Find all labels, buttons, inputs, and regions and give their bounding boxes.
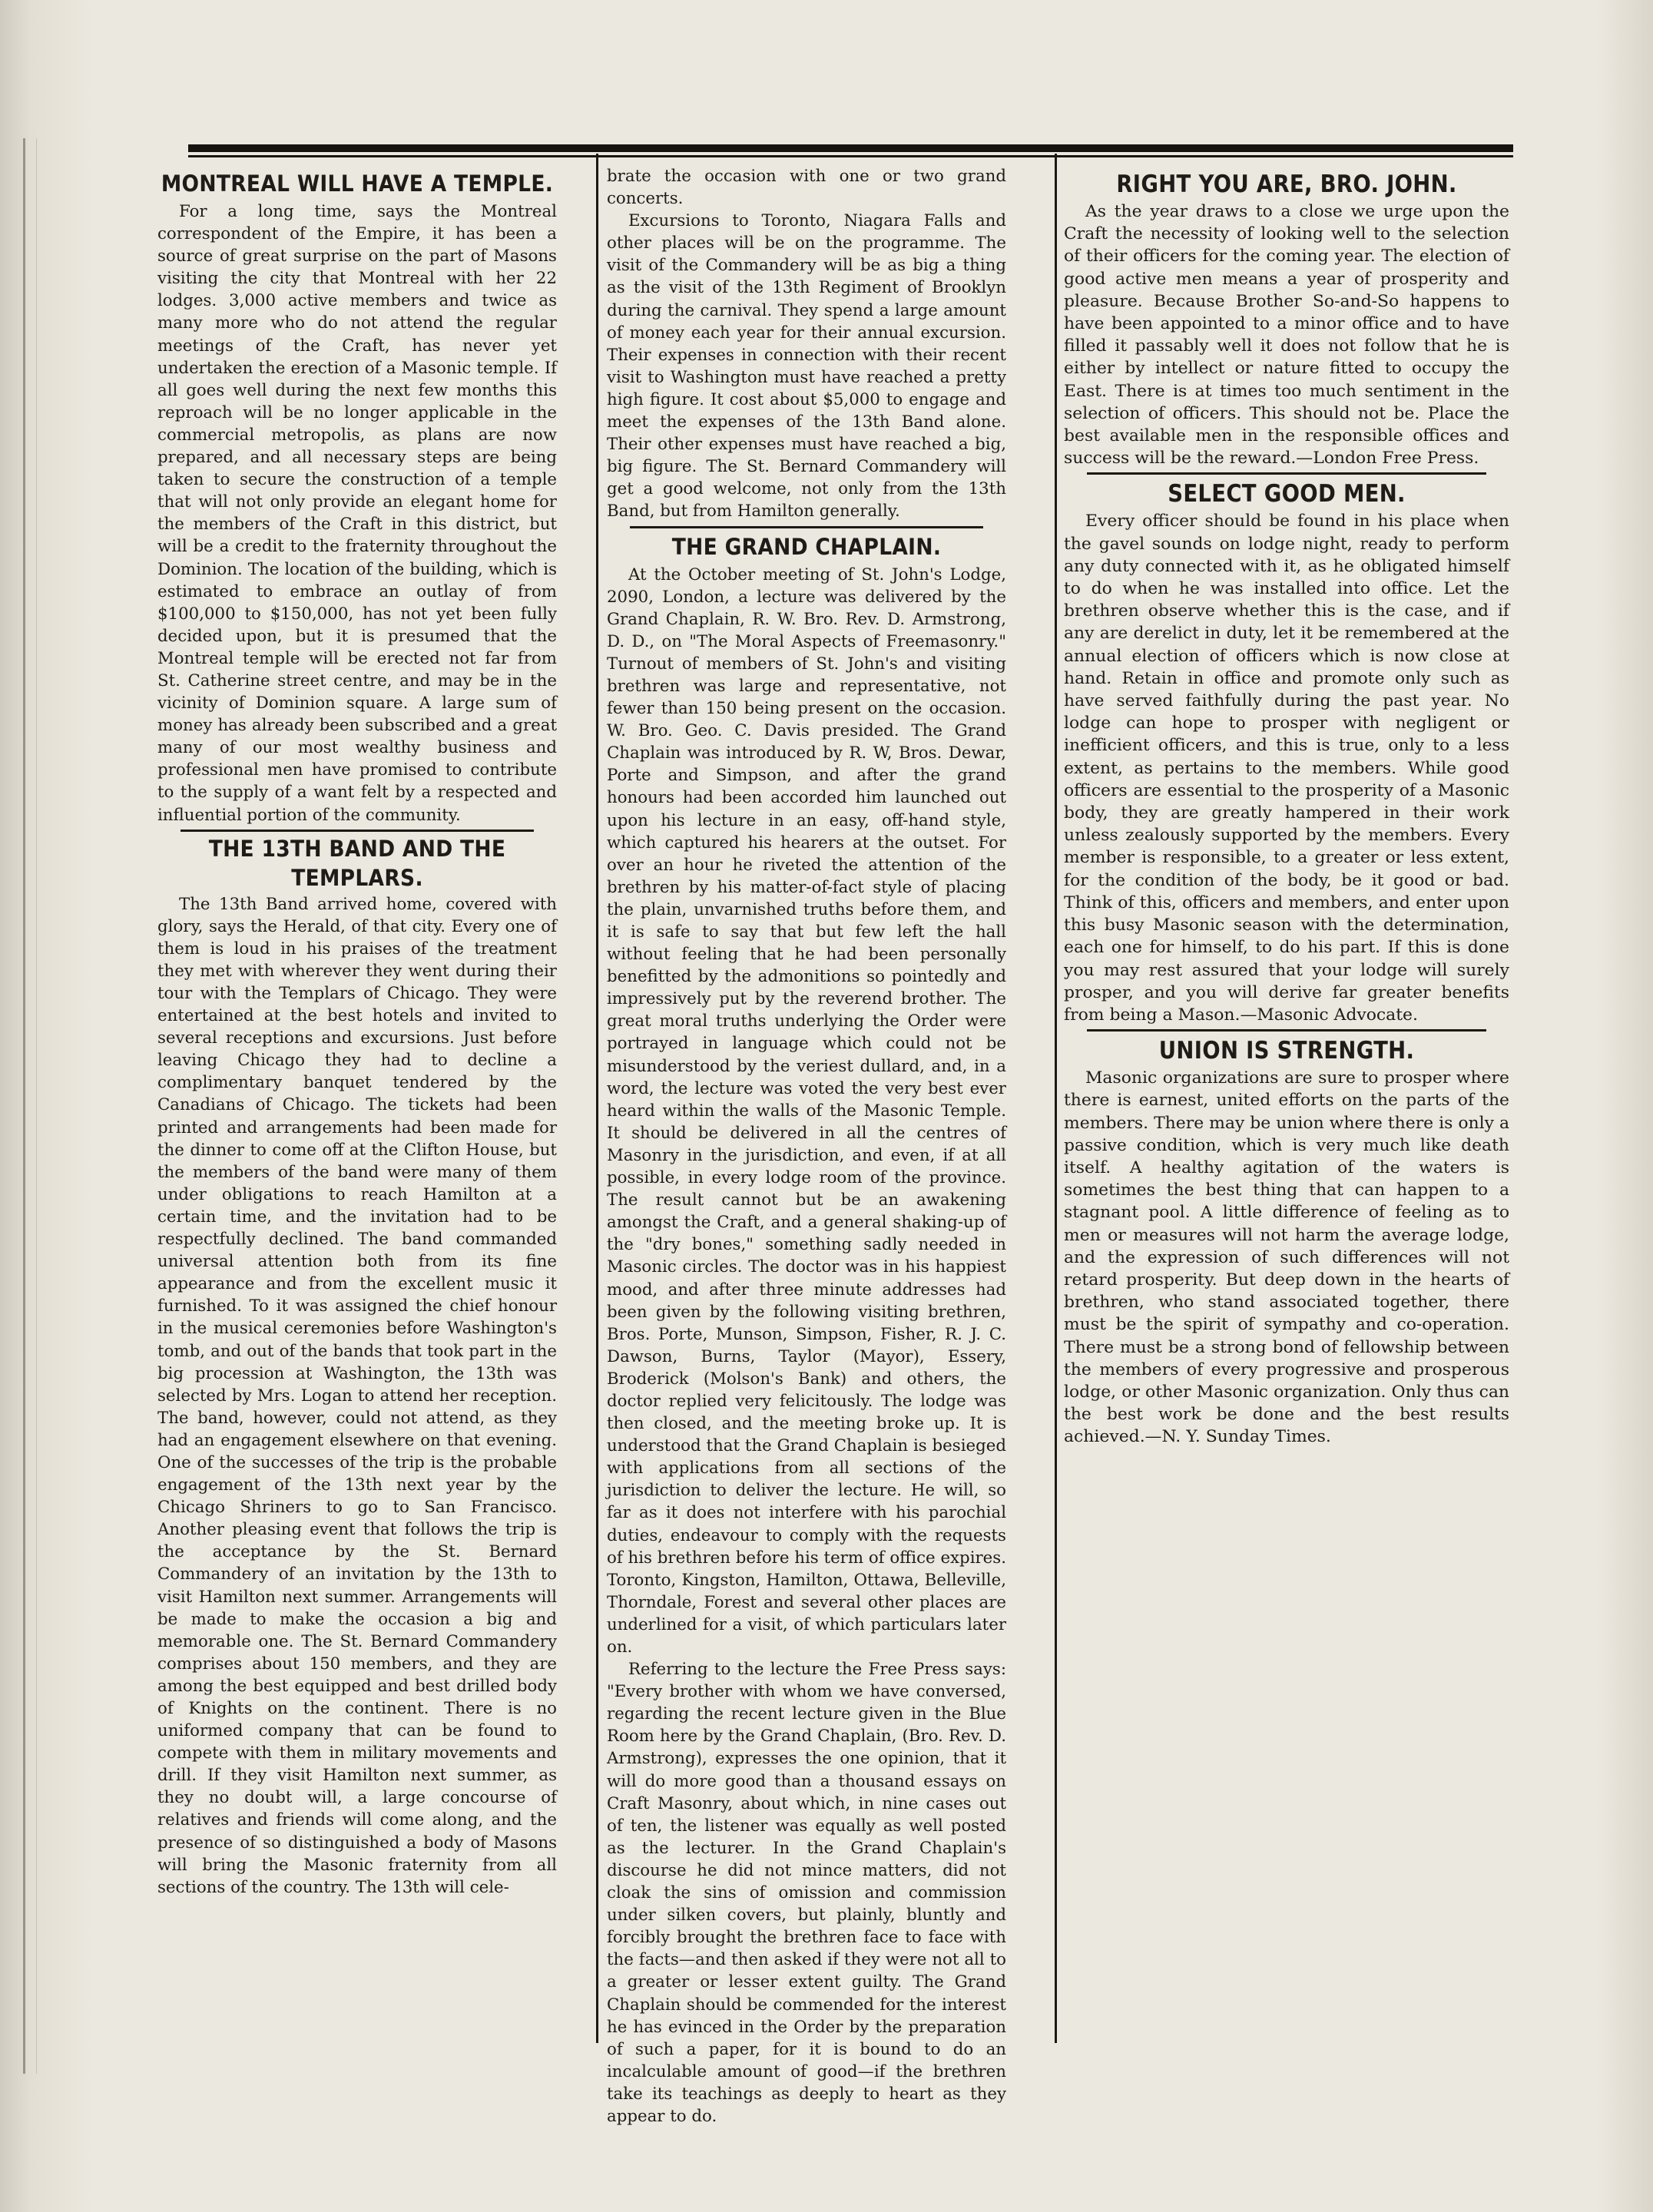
article-paragraph-continued: brate the occasion with one or two grand concerts. [607, 167, 1006, 209]
column-3 [1064, 165, 1509, 2039]
column-2 [607, 165, 1006, 2126]
header-rule-thin [188, 155, 1513, 157]
article-title: THE 13TH BAND AND THE TEMPLARS. [208, 835, 506, 892]
article-divider [630, 526, 983, 528]
article-divider [1087, 472, 1486, 475]
article-title: SELECT GOOD MEN. [1168, 480, 1406, 508]
header-rule [188, 144, 1513, 152]
column-rule [1055, 154, 1057, 2043]
article-title: RIGHT YOU ARE, BRO. JOHN. [1116, 171, 1457, 198]
article-union-is-strength [1064, 1038, 1509, 1448]
article-paragraph: The 13th Band arrived home, covered with glory, says the Herald, of that city. Every one of them is loud in his praises of the treatment they met with wherever they went during their tour with the Templars of Chicago. They were entertained at the best hotels and invited to several receptions and excursions. Just before leaving Chicago they had to decline a complimentary banquet tendered by the Canadians of Chicago. The tickets had been printed and arrangements had been made for the dinner to come off at the Clifton House, but the members of the band were many of them under obligations to reach Hamilton at a certain time, and the invitation had to be respectfully declined. The band commanded universal attention both from its fine appearance and from the excellent music it furnished. To it was assigned the chief honour in the musical ceremonies before Washington's tomb, and out of the bands that took part in the big procession at Washington, the 13th was selected by Mrs. Logan to attend her reception. The band, however, could not attend, as they had an engagement elsewhere on that evening. One of the successes of the trip is the probable engagement of the 13th next year by the Chicago Shriners to go to San Francisco. Another pleasing event that follows the trip is the acceptance by the St. Bernard Commandery of an invitation by the 13th to visit Hamilton next summer. Arrangements will be made to make the occasion a big and memorable one. The St. Bernard Commandery comprises about 150 members, and they are among the best equipped and best drilled body of Knights on the continent. There is no uniformed company that can be found to compete with them in military movements and drill. If they visit Hamilton next summer, as they no doubt will, a large concourse of relatives and friends will come along, and the presence of so distinguished a body of Masons will bring the Masonic fraternity from all sections of the country. The 13th will cele- [157, 894, 557, 1897]
article-paragraph: Excursions to Toronto, Niagara Falls and other places will be on the programme. The visit of the Commandery will be as big a thing as the visit of the 13th Regiment of Brooklyn during the carnival. They spend a large amount of money each year for their annual excursion. Their expenses in connection with their recent visit to Washington must have reached a pretty high figure. It cost about $5,000 to engage and meet the expenses of the 13th Band alone. Their other expenses must have reached a big, big figure. The St. Bernard Commandery will get a good welcome, not only from the 13th Band, but from Hamilton generally. [607, 211, 1006, 522]
article-divider [181, 830, 534, 832]
article-montreal-temple [157, 171, 557, 826]
article-paragraph: For a long time, says the Montreal correspondent of the Empire, it has been a source of great surprise on the part of Masons visiting the city that Montreal with her 22 lodges. 3,000 active members and twice as many more who do not attend the regular meetings of the Craft, has never yet undertaken the erection of a Masonic temple. If all goes well during the next few months this reproach will be no longer applicable in the commercial metropolis, as plans are now prepared, and all necessary steps are being taken to secure the construction of a temple that will not only provide an elegant home for the members of the Craft in this district, but will be a credit to the fraternity throughout the Dominion. The location of the building, which is estimated to embrace an outlay of from $100,000 to $150,000, has not yet been fully decided upon, but it is presumed that the Montreal temple will be erected not far from St. Catherine street centre, and may be in the vicinity of Dominion square. A large sum of money has already been subscribed and a great many of our most wealthy business and professional men have promised to contribute to the supply of a want felt by a respected and influential portion of the community. [157, 202, 557, 825]
article-paragraph: Masonic organizations are sure to prosper where there is earnest, united efforts on the parts of the members. There may be union where there is only a passive condition, which is very much like death itself. A healthy agitation of the waters is sometimes the best thing that can happen to a stagnant pool. A little difference of feeling as to men or measures will not harm the average lodge, and the expression of such differences will not retard prosperity. But deep down in the hearts of brethren, who stand associated together, there must be the spirit of sympathy and co-operation. There must be a strong bond of fellowship between the members of every progressive and prosperous lodge, or other Masonic organization. Only thus can the best work be done and the best results achieved.—N. Y. Sunday Times. [1064, 1068, 1509, 1447]
article-title: UNION IS STRENGTH. [1158, 1037, 1415, 1065]
article-grand-chaplain [607, 535, 1006, 2128]
article-select-good-men [1064, 481, 1509, 1026]
column-1 [157, 165, 557, 2039]
article-title: MONTREAL WILL HAVE A TEMPLE. [161, 171, 554, 197]
article-paragraph: Referring to the lecture the Free Press says: "Every brother with whom we have conversed, regarding the recent lecture given in the Blue Room here by the Grand Chaplain, (Bro. Rev. D. Armstrong), expresses the one opinion, that it will do more good than a thousand essays on Craft Masonry, about which, in nine cases out of ten, the listener was equally as well posted as the lecturer. In the Grand Chaplain's discourse he did not mince matters, did not cloak the sins of omission and commission under silken covers, but plainly, bluntly and forcibly brought the brethren face to face with the facts—and then asked if they were not all to a greater or lesser extent guilty. The Grand Chaplain should be commended for the interest he has evinced in the Order by the preparation of such a paper, for it is bound to do an incalculable amount of good—if the brethren take its teachings as deeply to heart as they appear to do. [607, 1660, 1006, 2126]
article-divider [1087, 1029, 1486, 1031]
article-title: THE GRAND CHAPLAIN. [671, 533, 942, 561]
article-paragraph: Every officer should be found in his place when the gavel sounds on lodge night, ready to perform any duty connected with it, as he obligated himself to do when he was installed into office. Let the brethren observe whether this is the case, and if any are derelict in duty, let it be remembered at the annual election of officers which is now close at hand. Retain in office and promote only such as have served faithfully during the past year. No lodge can hope to prosper with negligent or inefficient officers, and this is true, only to a less extent, as pertains to the members. While good officers are essential to the prosperity of a Masonic body, they are greatly hampered in their work unless zealously supported by the members. Every member is responsible, to a greater or less extent, for the condition of the body, be it good or bad. Think of this, officers and members, and enter upon this busy Masonic season with the determination, each one for himself, to do his part. If this is done you may rest assured that your lodge will surely prosper, and you will derive far greater benefits from being a Mason.—Masonic Advocate. [1064, 512, 1509, 1025]
article-right-you-are [1064, 171, 1509, 469]
article-13th-band [157, 835, 557, 1899]
article-paragraph: At the October meeting of St. John's Lodge, 2090, London, a lecture was delivered by the Grand Chaplain, R. W. Bro. Rev. D. Armstrong, D. D., on "The Moral Aspects of Freemasonry." Turnout of members of St. John's and visiting brethren was large and representative, not fewer than 150 being present on the occasion. W. Bro. Geo. C. Davis presided. The Grand Chaplain was introduced by R. W, Bros. Dewar, Porte and Simpson, and after the grand honours had been accorded him launched out upon his lecture in an easy, off-hand style, which captured his hearers at the outset. For over an hour he riveted the attention of the brethren by his matter-of-fact style of placing the plain, unvarnished truths before them, and it is safe to say that but few left the hall without feeling that he had been personally benefitted by the admonitions so pointedly and impressively put by the reverend brother. The great moral truths underlying the Order were portrayed in language which could not be misunderstood by the veriest dullard, and, in a word, the lecture was voted the very best ever heard within the walls of the Masonic Temple. It should be delivered in all the centres of Masonry in the jurisdiction, and even, if at all possible, in every lodge room of the province. The result cannot but be an awakening amongst the Craft, and a general shaking-up of the "dry bones," something sadly needed in Masonic circles. The doctor was in his happiest mood, and after three minute addresses had been given by the following visiting brethren, Bros. Porte, Munson, Simpson, Fisher, R. J. C. Dawson, Burns, Taylor (Mayor), Essery, Broderick (Molson's Bank) and others, the doctor replied very felicitously. The lodge was then closed, and the meeting broke up. It is understood that the Grand Chaplain is besieged with applications from all sections of the jurisdiction to deliver the lecture. He will, so far as it does not interfere with his parochial duties, endeavour to comply with the requests of his brethren before his term of office expires. Toronto, Kingston, Hamilton, Ottawa, Belleville, Thorndale, Forest and several other places are underlined for a visit, of which particulars later on. [607, 565, 1006, 1657]
column-rule [596, 154, 598, 2043]
page-binding-edge [23, 138, 37, 2074]
article-paragraph: As the year draws to a close we urge upon the Craft the necessity of looking well to the selection of their officers for the coming year. The election of good active men means a year of prosperity and pleasure. Because Brother So-and-So happens to have been appointed to a minor office and to have filled it passably well it does not follow that he is either by intellect or nature fitted to occupy the East. There is at times too much sentiment in the selection of officers. This should not be. Place the best available men in the responsible offices and success will be the reward.—London Free Press. [1064, 202, 1509, 469]
